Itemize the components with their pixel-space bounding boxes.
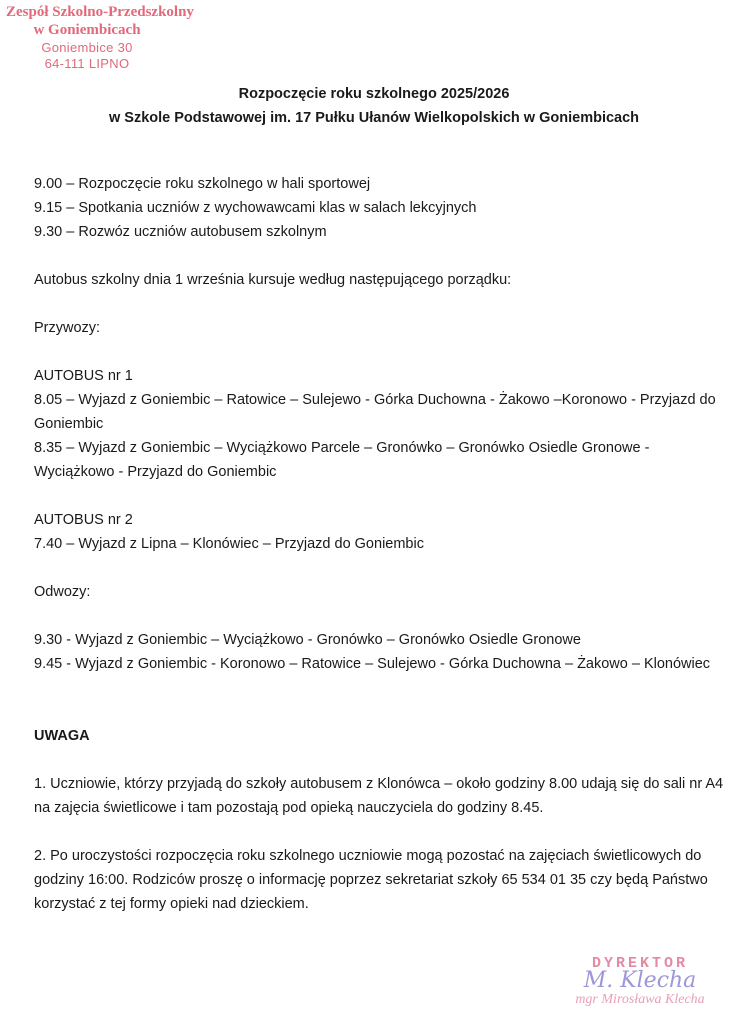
- stamp-line-1: Zespół Szkolno-Przedszkolny: [6, 4, 194, 20]
- signature-name: mgr Mirosława Klecha: [575, 992, 705, 1007]
- bus1-route: 8.35 – Wyjazd z Goniembic – Wyciążkowo Parcele – Gronówko – Gronówko Osiedle Gronowe - Wyciążkowo - Przyjazd do Goniembic: [34, 440, 650, 480]
- przywozy-label: Przywozy:: [34, 320, 101, 336]
- stamp-line-3: Goniembice 30: [41, 40, 133, 55]
- schedule-item: 9.15 – Spotkania uczniów z wychowawcami klas w salach lekcyjnych: [34, 200, 477, 216]
- bus1-route: 8.05 – Wyjazd z Goniembic – Ratowice – Sulejewo - Górka Duchowna - Żakowo –Koronowo - Przyjazd do Goniembic: [34, 392, 716, 432]
- odwozy-label: Odwozy:: [34, 584, 91, 600]
- odwozy-route: 9.30 - Wyjazd z Goniembic – Wyciążkowo - Gronówko – Gronówko Osiedle Gronowe: [34, 632, 581, 648]
- schedule-item: 9.30 – Rozwóz uczniów autobusem szkolnym: [34, 224, 327, 240]
- bus-intro: Autobus szkolny dnia 1 września kursuje według następującego porządku:: [34, 272, 512, 288]
- uwaga-note-2: 2. Po uroczystości rozpoczęcia roku szkolnego uczniowie mogą pozostać na zajęciach świetlicowych do godziny 16:00. Rodziców proszę o informację poprzez sekretariat szkoły 65 534 01 35 czy będą Państwo korzystać z tej formy opieki nad dzieckiem.: [34, 848, 708, 912]
- bus2-route: 7.40 – Wyjazd z Lipna – Klonówiec – Przyjazd do Goniembic: [34, 536, 424, 552]
- uwaga-note-1: 1. Uczniowie, którzy przyjadą do szkoły autobusem z Klonówca – około godziny 8.00 udają się do sali nr A4 na zajęcia świetlicowe i tam pozostają pod opieką nauczyciela do godziny 8.45.: [34, 776, 724, 816]
- stamp-line-4: 64-111 LIPNO: [44, 56, 130, 71]
- signature-handwriting: M. Klecha: [583, 968, 697, 993]
- stamp-line-2: w Goniembicach: [33, 22, 141, 38]
- bus1-label: AUTOBUS nr 1: [34, 368, 133, 384]
- director-signature: [550, 955, 730, 1008]
- document-subtitle: w Szkole Podstawowej im. 17 Pułku Ułanów Wielkopolskich w Goniembicach: [108, 110, 640, 126]
- uwaga-heading: UWAGA: [34, 728, 90, 744]
- bus2-label: AUTOBUS nr 2: [34, 512, 133, 528]
- document-title: Rozpoczęcie roku szkolnego 2025/2026: [238, 86, 510, 102]
- schedule-item: 9.00 – Rozpoczęcie roku szkolnego w hali sportowej: [34, 176, 371, 192]
- school-stamp: [6, 4, 194, 72]
- document-body: [34, 172, 724, 916]
- odwozy-route: 9.45 - Wyjazd z Goniembic - Koronowo – Ratowice – Sulejewo - Górka Duchowna – Żakowo – Klonówiec: [34, 656, 711, 672]
- signature-title: DYREKTOR: [591, 955, 688, 972]
